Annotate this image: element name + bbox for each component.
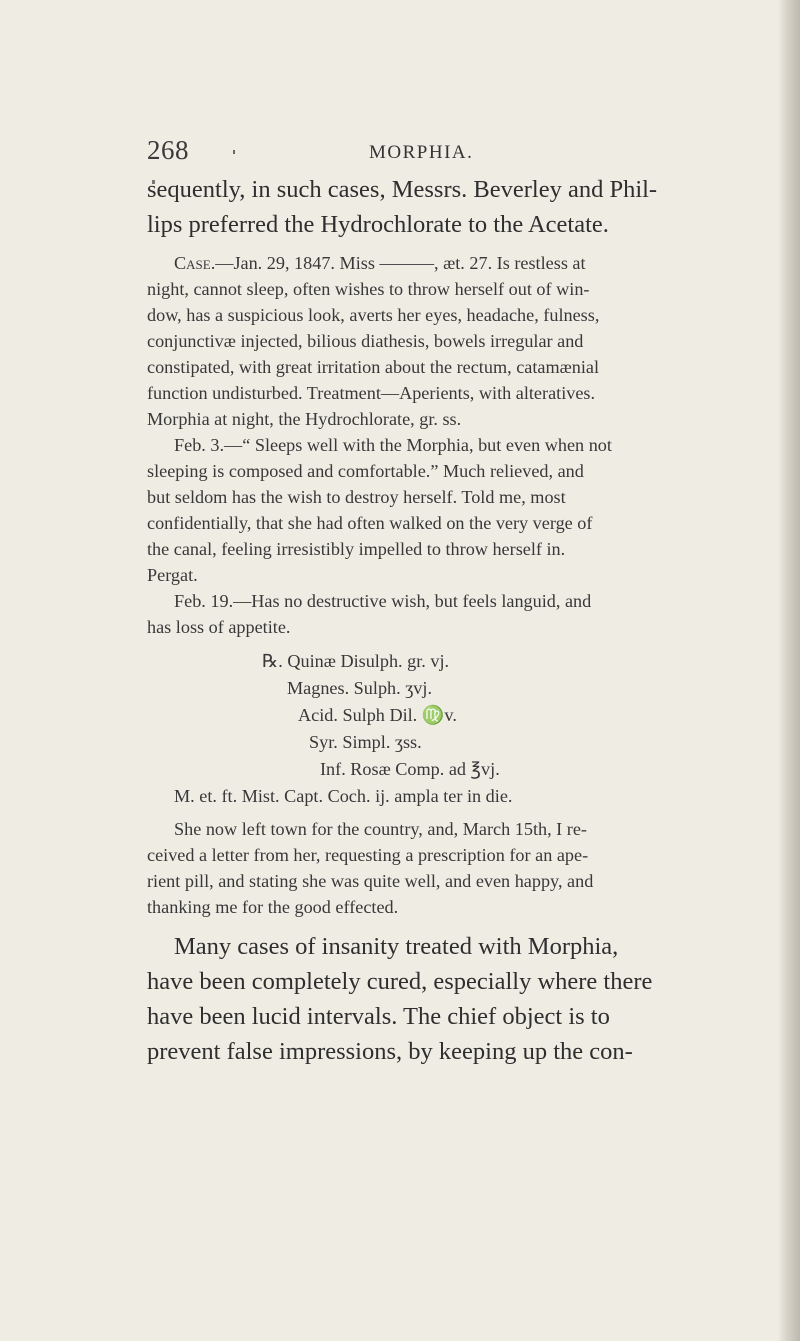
text-line: have been lucid intervals. The chief object is to: [147, 1003, 610, 1030]
intro-paragraph: [147, 172, 767, 242]
prescription-line: Syr. Simpl. ʒss.: [309, 732, 422, 752]
page-header: [147, 135, 707, 165]
prescription-directions: M. et. ft. Mist. Capt. Coch. ij. ampla ter in die.: [174, 786, 513, 806]
text-line: the canal, feeling irresistibly impelled to throw herself in.: [147, 539, 566, 559]
text-line: Pergat.: [147, 565, 198, 585]
closing-paragraph: [147, 816, 767, 920]
text-line: have been completely cured, especially where there: [147, 968, 653, 995]
prescription-line: Inf. Rosæ Comp. ad ℥vj.: [320, 759, 500, 779]
running-head: MORPHIA.: [369, 142, 474, 163]
text-line: She now left town for the country, and, March 15th, I re-: [174, 819, 587, 839]
case-paragraph: [147, 250, 767, 432]
text-line: rient pill, and stating she was quite well, and even happy, and: [147, 871, 594, 891]
text-line: constipated, with great irritation about the rectum, catamænial: [147, 357, 600, 377]
text-line: prevent false impressions, by keeping up the con-: [147, 1038, 633, 1065]
text-line: has loss of appetite.: [147, 617, 291, 637]
text-line: Many cases of insanity treated with Morphia,: [174, 933, 619, 960]
prescription-line: ℞. Quinæ Disulph. gr. vj.: [262, 651, 450, 671]
page-body: [147, 172, 767, 1069]
feb3-paragraph: [147, 432, 767, 588]
feb19-paragraph: [147, 588, 767, 640]
page-number: 268: [147, 135, 189, 165]
text-line: sleeping is composed and comfortable.” Much relieved, and: [147, 461, 584, 481]
text-line: function undisturbed. Treatment—Aperients, with alteratives.: [147, 383, 596, 403]
prescription: [147, 648, 767, 810]
text-line: lips preferred the Hydrochlorate to the Acetate.: [147, 211, 609, 238]
text-line: sequently, in such cases, Messrs. Beverley and Phil-: [147, 176, 658, 203]
text-line: ceived a letter from her, requesting a prescription for an ape-: [147, 845, 589, 865]
text-line: Morphia at night, the Hydrochlorate, gr. ss.: [147, 409, 462, 429]
page-edge-shadow: [778, 0, 800, 1341]
text-line: Feb. 3.—“ Sleeps well with the Morphia, but even when not: [174, 435, 612, 455]
prescription-line: Magnes. Sulph. ʒvj.: [287, 678, 432, 698]
text-line: —Jan. 29, 1847. Miss ———, æt. 27. Is restless at: [215, 253, 586, 273]
text-line: but seldom has the wish to destroy herself. Told me, most: [147, 487, 566, 507]
text-line: dow, has a suspicious look, averts her eyes, headache, fulness,: [147, 305, 600, 325]
conclusion-paragraph: [147, 929, 767, 1069]
case-label: Case.: [174, 253, 216, 273]
text-line: conjunctivæ injected, bilious diathesis, bowels irregular and: [147, 331, 584, 351]
prescription-line: Acid. Sulph Dil. ♍v.: [298, 705, 457, 725]
text-line: confidentially, that she had often walked on the very verge of: [147, 513, 593, 533]
text-line: Feb. 19.—Has no destructive wish, but feels languid, and: [174, 591, 592, 611]
text-line: thanking me for the good effected.: [147, 897, 399, 917]
text-line: night, cannot sleep, often wishes to throw herself out of win-: [147, 279, 590, 299]
